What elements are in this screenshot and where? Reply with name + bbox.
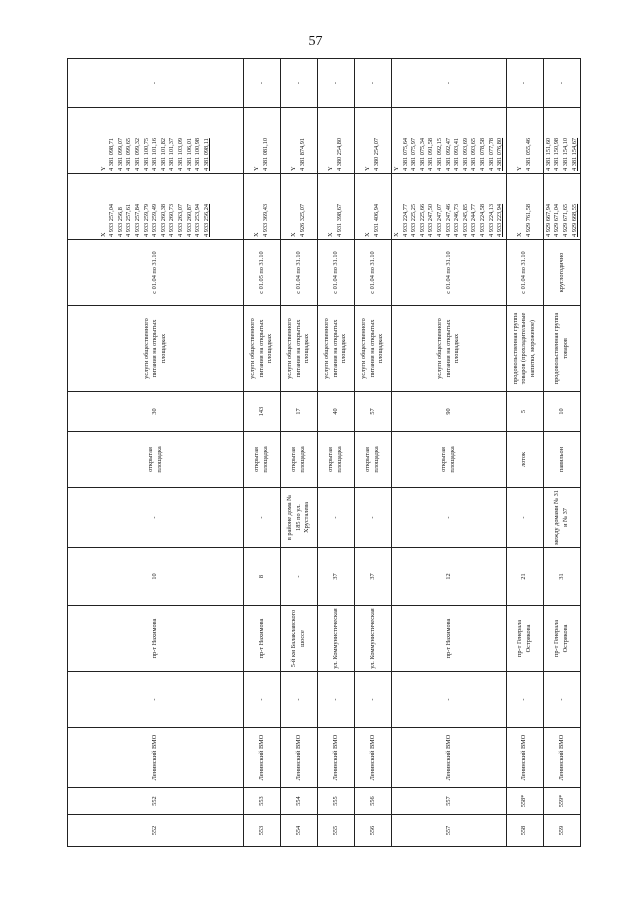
cell-note: - bbox=[281, 59, 318, 108]
cell-object-type: павильон bbox=[543, 432, 580, 488]
coord-value: 4 381 093,69 bbox=[461, 137, 469, 171]
cell-place-id: 554 bbox=[281, 788, 318, 815]
cell-house: 8 bbox=[244, 548, 281, 606]
coord-value: 4 381 154,67 bbox=[570, 137, 578, 171]
cell-house: 37 bbox=[318, 548, 355, 606]
coord-value: 4 381 075,64 bbox=[401, 137, 409, 171]
coord-value: 4 381 154,10 bbox=[561, 137, 569, 171]
coord-value: 4 381 092,15 bbox=[435, 137, 443, 171]
cell-house: 37 bbox=[355, 548, 392, 606]
cell-x-coords bbox=[543, 174, 580, 240]
coord-value: 4 381 078,58 bbox=[478, 137, 486, 171]
cell-x-coords bbox=[281, 174, 318, 240]
cell-period: с 01.04 по 31.10 bbox=[392, 240, 507, 306]
coord-value: 4 933 257,61 bbox=[125, 203, 133, 237]
cell-period: с 01.04 по 31.10 bbox=[68, 240, 244, 306]
cell-object-type: открытая площадка bbox=[68, 432, 244, 488]
cell-row-number: 553 bbox=[244, 815, 281, 847]
cell-period: с 01.04 по 31.10 bbox=[506, 240, 543, 306]
coord-value: 4 933 259,49 bbox=[151, 203, 159, 237]
coord-value: 4 933 369,43 bbox=[262, 203, 269, 237]
coord-value: 4 381 076,80 bbox=[496, 137, 504, 171]
cell-street: ул. Коммунистическая bbox=[355, 606, 392, 672]
cell-house: 31 bbox=[543, 548, 580, 606]
coord-value: 4 381 151,60 bbox=[544, 137, 552, 171]
cell-row-number: 556 bbox=[355, 815, 392, 847]
cell-street: пр-т Нахимова bbox=[392, 606, 507, 672]
table-row bbox=[506, 59, 543, 847]
cell-landmark: в районе дома № 185 по ул. Хрусталева bbox=[281, 488, 318, 548]
cell-y-coords bbox=[392, 108, 507, 174]
cell-district: Ленинский ВМО bbox=[68, 728, 244, 788]
table-row bbox=[392, 59, 507, 847]
cell-settlement: - bbox=[68, 672, 244, 728]
coord-value: 4 933 260,73 bbox=[168, 203, 176, 237]
coord-value: 4 931 406,94 bbox=[373, 203, 380, 237]
table-row bbox=[318, 59, 355, 847]
cell-place-id: 555 bbox=[318, 788, 355, 815]
coord-value: 4 933 247,07 bbox=[435, 203, 443, 237]
cell-area: 17 bbox=[281, 392, 318, 432]
cell-y-coords bbox=[506, 108, 543, 174]
coord-value: 4 381 098,11 bbox=[202, 138, 210, 171]
cell-district: Ленинский ВМО bbox=[318, 728, 355, 788]
cell-district: Ленинский ВМО bbox=[281, 728, 318, 788]
coord-value: 4 933 256,24 bbox=[202, 203, 210, 237]
cell-y-coords bbox=[68, 108, 244, 174]
coord-value: 4 381 101,82 bbox=[159, 137, 167, 171]
cell-purpose: продовольственная группа товаров (прохладительные напитки, мороженое) bbox=[506, 306, 543, 392]
table-row bbox=[244, 59, 281, 847]
coord-value: Y bbox=[253, 166, 261, 171]
cell-row-number: 557 bbox=[392, 815, 507, 847]
coord-value: 4 381 100,98 bbox=[194, 137, 202, 171]
cell-street: ул. Коммунистическая bbox=[318, 606, 355, 672]
cell-period: с 01.05 по 31.10 bbox=[244, 240, 281, 306]
coord-value: 4 381 091,58 bbox=[427, 137, 435, 171]
cell-purpose: услуги общественного питания на открытых площадках bbox=[355, 306, 392, 392]
cell-settlement: - bbox=[355, 672, 392, 728]
coord-value: 4 933 247,46 bbox=[444, 203, 452, 237]
coord-value: 4 381 106,01 bbox=[185, 137, 193, 171]
rotated-table-wrapper bbox=[67, 59, 578, 847]
cell-purpose: услуги общественного питания на открытых площадках bbox=[392, 306, 507, 392]
coord-value: X bbox=[290, 232, 298, 237]
cell-house: 10 bbox=[68, 548, 244, 606]
cell-area: 90 bbox=[392, 392, 507, 432]
cell-y-coords bbox=[244, 108, 281, 174]
cell-place-id: 558* bbox=[506, 788, 543, 815]
coord-value: 4 381 874,91 bbox=[299, 137, 306, 171]
coord-value: Y bbox=[327, 166, 335, 171]
cell-landmark: - bbox=[244, 488, 281, 548]
cell-object-type: открытая площадка bbox=[318, 432, 355, 488]
coord-value: 4 933 256,8 bbox=[116, 207, 124, 237]
cell-y-coords bbox=[318, 108, 355, 174]
coord-value: 4 926 325,07 bbox=[299, 203, 306, 237]
cell-x-coords bbox=[355, 174, 392, 240]
coord-value: 4 381 093,41 bbox=[453, 137, 461, 171]
cell-landmark: между домами № 31 и № 37 bbox=[543, 488, 580, 548]
coord-value: 4 933 257,04 bbox=[108, 203, 116, 237]
coord-value: 4 933 247,50 bbox=[427, 203, 435, 237]
coord-value: 4 381 093,65 bbox=[470, 137, 478, 171]
cell-y-coords bbox=[543, 108, 580, 174]
coord-value: Y bbox=[99, 166, 107, 171]
coord-value: X bbox=[327, 232, 335, 237]
coord-value: Y bbox=[393, 166, 400, 171]
coord-value: 4 933 244,77 bbox=[470, 203, 478, 237]
coord-value: X bbox=[253, 232, 261, 237]
coord-value: X bbox=[393, 232, 400, 237]
coord-value: 4 933 260,87 bbox=[185, 203, 193, 237]
cell-landmark: - bbox=[392, 488, 507, 548]
cell-period: с 01.04 по 31.10 bbox=[355, 240, 392, 306]
table-row bbox=[281, 59, 318, 847]
cell-period: с 01.04 по 31.10 bbox=[318, 240, 355, 306]
cell-period: круглогодично bbox=[543, 240, 580, 306]
coord-value: 4 933 245,85 bbox=[461, 203, 469, 237]
cell-place-id: 559* bbox=[543, 788, 580, 815]
cell-purpose: продовольственная группа товаров bbox=[543, 306, 580, 392]
cell-street: пр-т Генерала Острякова bbox=[543, 606, 580, 672]
coord-value: 4 933 225,25 bbox=[410, 203, 418, 237]
cell-landmark: - bbox=[355, 488, 392, 548]
table-row bbox=[355, 59, 392, 847]
coord-value: 4 381 055,46 bbox=[524, 137, 532, 171]
coord-value: 4 933 223,94 bbox=[496, 203, 504, 237]
coord-value: 4 381 099,07 bbox=[116, 137, 124, 171]
placement-table bbox=[67, 58, 581, 847]
coord-value: Y bbox=[364, 166, 372, 171]
cell-area: 10 bbox=[543, 392, 580, 432]
cell-x-coords bbox=[318, 174, 355, 240]
coord-value: 4 381 099,65 bbox=[125, 137, 133, 171]
cell-purpose: услуги общественного питания на открытых площадках bbox=[281, 306, 318, 392]
coord-value: 4 931 398,67 bbox=[336, 203, 343, 237]
cell-house: 12 bbox=[392, 548, 507, 606]
table-row bbox=[543, 59, 580, 847]
coord-value: 4 381 101,37 bbox=[168, 137, 176, 171]
cell-object-type: открытая площадка bbox=[392, 432, 507, 488]
coord-value: 4 929 761,58 bbox=[524, 203, 532, 237]
coord-value: 4 933 224,58 bbox=[478, 203, 486, 237]
coord-value: 4 929 668,55 bbox=[570, 203, 578, 237]
cell-x-coords bbox=[68, 174, 244, 240]
coord-value: 4 381 075,97 bbox=[410, 137, 418, 171]
cell-row-number: 559 bbox=[543, 815, 580, 847]
cell-landmark: - bbox=[506, 488, 543, 548]
cell-row-number: 558 bbox=[506, 815, 543, 847]
cell-district: Ленинский ВМО bbox=[244, 728, 281, 788]
coord-value: 4 380 254,07 bbox=[373, 137, 380, 171]
cell-object-type: лоток bbox=[506, 432, 543, 488]
cell-object-type: открытая площадка bbox=[244, 432, 281, 488]
coord-value: 4 933 257,84 bbox=[134, 203, 142, 237]
cell-period: с 01.04 по 31.10 bbox=[281, 240, 318, 306]
coord-value: X bbox=[364, 232, 372, 237]
cell-note: - bbox=[543, 59, 580, 108]
cell-y-coords bbox=[355, 108, 392, 174]
cell-area: 57 bbox=[355, 392, 392, 432]
cell-y-coords bbox=[281, 108, 318, 174]
cell-settlement: - bbox=[281, 672, 318, 728]
cell-note: - bbox=[68, 59, 244, 108]
coord-value: 4 380 254,80 bbox=[336, 137, 343, 171]
cell-purpose: услуги общественного питания на открытых площадках bbox=[68, 306, 244, 392]
cell-district: Ленинский ВМО bbox=[355, 728, 392, 788]
page-number: 57 bbox=[308, 34, 323, 49]
coord-value: 4 929 671,65 bbox=[561, 203, 569, 237]
cell-settlement: - bbox=[543, 672, 580, 728]
cell-note: - bbox=[506, 59, 543, 108]
cell-object-type: открытая площадка bbox=[355, 432, 392, 488]
cell-purpose: услуги общественного питания на открытых площадках bbox=[318, 306, 355, 392]
cell-area: 5 bbox=[506, 392, 543, 432]
cell-x-coords bbox=[392, 174, 507, 240]
coord-value: 4 381 081,10 bbox=[262, 137, 269, 171]
cell-row-number: 555 bbox=[318, 815, 355, 847]
cell-row-number: 552 bbox=[68, 815, 244, 847]
coord-value: 4 933 259,79 bbox=[142, 203, 150, 237]
coord-value: 4 929 671,04 bbox=[553, 203, 561, 237]
cell-district: Ленинский ВМО bbox=[392, 728, 507, 788]
coord-value: 4 381 103,09 bbox=[176, 137, 184, 171]
coord-value: Y bbox=[290, 166, 298, 171]
table-row bbox=[68, 59, 244, 847]
cell-district: Ленинский ВМО bbox=[543, 728, 580, 788]
cell-house: 21 bbox=[506, 548, 543, 606]
cell-landmark: - bbox=[318, 488, 355, 548]
cell-area: 30 bbox=[68, 392, 244, 432]
coord-value: 4 929 667,94 bbox=[544, 203, 552, 237]
cell-place-id: 557 bbox=[392, 788, 507, 815]
coord-value: 4 381 100,75 bbox=[142, 137, 150, 171]
cell-note: - bbox=[355, 59, 392, 108]
coord-value: 4 933 260,38 bbox=[159, 203, 167, 237]
coord-value: 4 381 077,78 bbox=[487, 137, 495, 171]
cell-row-number: 554 bbox=[281, 815, 318, 847]
coord-value: X bbox=[99, 232, 107, 237]
coord-value: X bbox=[516, 232, 524, 237]
cell-place-id: 553 bbox=[244, 788, 281, 815]
coord-value: 4 381 101,16 bbox=[151, 137, 159, 171]
cell-note: - bbox=[318, 59, 355, 108]
cell-x-coords bbox=[506, 174, 543, 240]
cell-street: 5-й км Балаклавского шоссе bbox=[281, 606, 318, 672]
coord-value: 4 381 098,71 bbox=[108, 137, 116, 171]
coord-value: 4 381 150,98 bbox=[553, 137, 561, 171]
cell-settlement: - bbox=[244, 672, 281, 728]
coord-value: Y bbox=[516, 166, 524, 171]
cell-district: Ленинский ВМО bbox=[506, 728, 543, 788]
cell-street: пр-т Генерала Острякова bbox=[506, 606, 543, 672]
cell-area: 40 bbox=[318, 392, 355, 432]
coord-value: 4 933 225,66 bbox=[418, 203, 426, 237]
cell-landmark: - bbox=[68, 488, 244, 548]
cell-street: пр-т Нахимова bbox=[244, 606, 281, 672]
coord-value: 4 933 253,94 bbox=[194, 203, 202, 237]
cell-note: - bbox=[244, 59, 281, 108]
cell-note: - bbox=[392, 59, 507, 108]
cell-place-id: 556 bbox=[355, 788, 392, 815]
cell-settlement: - bbox=[392, 672, 507, 728]
cell-house: - bbox=[281, 548, 318, 606]
cell-object-type: открытая площадка bbox=[281, 432, 318, 488]
cell-settlement: - bbox=[318, 672, 355, 728]
coord-value: 4 933 263,07 bbox=[176, 203, 184, 237]
coord-value: 4 381 075,34 bbox=[418, 137, 426, 171]
cell-street: пр-т Нахимова bbox=[68, 606, 244, 672]
cell-place-id: 552 bbox=[68, 788, 244, 815]
cell-purpose: услуги общественного питания на открытых площадках bbox=[244, 306, 281, 392]
coord-value: 4 381 099,32 bbox=[134, 137, 142, 171]
coord-value: 4 933 224,77 bbox=[401, 203, 409, 237]
coord-value: 4 933 246,73 bbox=[453, 203, 461, 237]
coord-value: 4 933 224,13 bbox=[487, 203, 495, 237]
cell-settlement: - bbox=[506, 672, 543, 728]
cell-area: 143 bbox=[244, 392, 281, 432]
cell-x-coords bbox=[244, 174, 281, 240]
coord-value: 4 381 092,47 bbox=[444, 137, 452, 171]
